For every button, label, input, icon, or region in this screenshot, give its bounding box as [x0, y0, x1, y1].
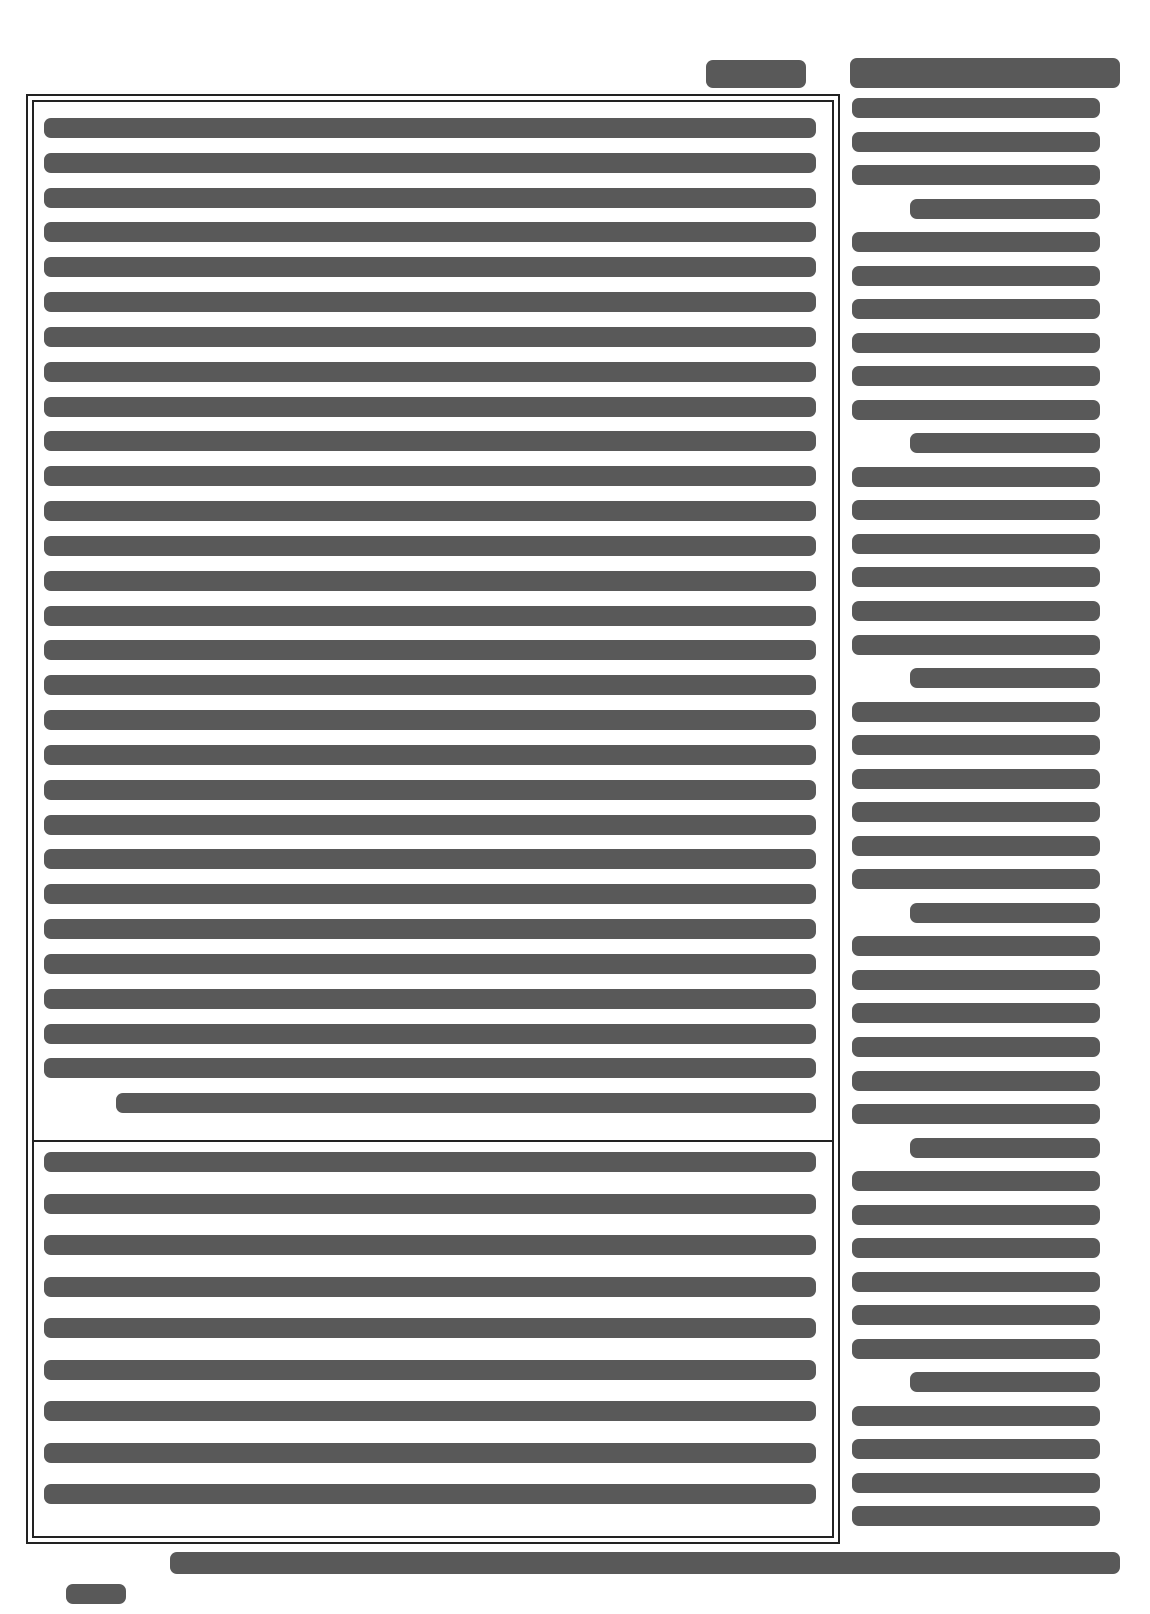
- gloss-line: [44, 1484, 816, 1504]
- margin-text-line: [852, 735, 1100, 755]
- margin-text-line: [852, 1506, 1100, 1526]
- margin-text-line: [852, 132, 1100, 152]
- gloss-line: [44, 1360, 816, 1380]
- margin-text-line: [852, 1439, 1100, 1459]
- main-text-line: [44, 431, 816, 451]
- margin-text-line: [852, 534, 1100, 554]
- main-text-line: [44, 536, 816, 556]
- bottom-line-text: [170, 1552, 1120, 1574]
- main-text-line: [44, 815, 816, 835]
- margin-text-line: [852, 1037, 1100, 1057]
- main-text-line: [44, 954, 816, 974]
- gloss-line: [44, 1401, 816, 1421]
- margin-text-line: [852, 366, 1100, 386]
- margin-text-line: [852, 936, 1100, 956]
- main-text-line: [44, 188, 816, 208]
- main-text-line: [44, 571, 816, 591]
- margin-text-line: [852, 333, 1100, 353]
- main-text-line: [44, 606, 816, 626]
- gloss-line: [44, 1318, 816, 1338]
- margin-text-line: [852, 1205, 1100, 1225]
- main-text-line: [44, 118, 816, 138]
- gloss-line: [44, 1194, 816, 1214]
- margin-text-line: [852, 232, 1100, 252]
- main-text-line: [44, 745, 816, 765]
- main-text-line: [44, 153, 816, 173]
- main-text-line: [44, 257, 816, 277]
- margin-text-line: [852, 869, 1100, 889]
- margin-text-line: [910, 1138, 1100, 1158]
- margin-text-line: [852, 1003, 1100, 1023]
- margin-text-line: [852, 970, 1100, 990]
- margin-text-line: [852, 299, 1100, 319]
- main-text-line: [44, 1024, 816, 1044]
- margin-text-line: [852, 601, 1100, 621]
- catchword-text: [66, 1584, 126, 1604]
- main-text-line: [44, 501, 816, 521]
- main-text-line: [44, 1058, 816, 1078]
- main-text-line: [44, 397, 816, 417]
- section-divider-rule: [32, 1140, 834, 1142]
- main-text-line: [44, 849, 816, 869]
- margin-text-line: [852, 1238, 1100, 1258]
- margin-text-line: [852, 1104, 1100, 1124]
- margin-text-line: [852, 1305, 1100, 1325]
- main-text-line: [44, 362, 816, 382]
- main-text-line: [44, 640, 816, 660]
- gloss-line: [44, 1152, 816, 1172]
- main-text-line: [44, 222, 816, 242]
- margin-text-line: [852, 1473, 1100, 1493]
- main-text-line: [44, 292, 816, 312]
- gloss-line: [44, 1443, 816, 1463]
- margin-text-line: [852, 1071, 1100, 1091]
- margin-text-line: [852, 1339, 1100, 1359]
- main-text-line: [44, 466, 816, 486]
- margin-text-line: [852, 467, 1100, 487]
- margin-text-line: [852, 500, 1100, 520]
- margin-text-line: [910, 903, 1100, 923]
- main-text-line: [44, 710, 816, 730]
- margin-text-line: [852, 702, 1100, 722]
- main-text-line: [44, 989, 816, 1009]
- main-text-line: [44, 675, 816, 695]
- main-text-line: [116, 1093, 816, 1113]
- margin-text-line: [852, 802, 1100, 822]
- margin-text-line: [852, 165, 1100, 185]
- margin-text-line: [852, 769, 1100, 789]
- margin-text-line: [852, 836, 1100, 856]
- margin-text-line: [910, 668, 1100, 688]
- gloss-line: [44, 1277, 816, 1297]
- margin-text-line: [852, 567, 1100, 587]
- main-text-line: [44, 780, 816, 800]
- margin-text-line: [852, 635, 1100, 655]
- page-number-text: [706, 60, 806, 88]
- margin-text-line: [910, 199, 1100, 219]
- margin-text-line: [852, 1272, 1100, 1292]
- margin-text-line: [910, 1372, 1100, 1392]
- main-text-line: [44, 327, 816, 347]
- gloss-line: [44, 1235, 816, 1255]
- running-head-text: [850, 58, 1120, 88]
- margin-text-line: [852, 98, 1100, 118]
- margin-text-line: [852, 266, 1100, 286]
- margin-text-line: [852, 1171, 1100, 1191]
- main-text-line: [44, 919, 816, 939]
- margin-text-line: [852, 1406, 1100, 1426]
- margin-text-line: [852, 400, 1100, 420]
- margin-text-line: [910, 433, 1100, 453]
- main-text-line: [44, 884, 816, 904]
